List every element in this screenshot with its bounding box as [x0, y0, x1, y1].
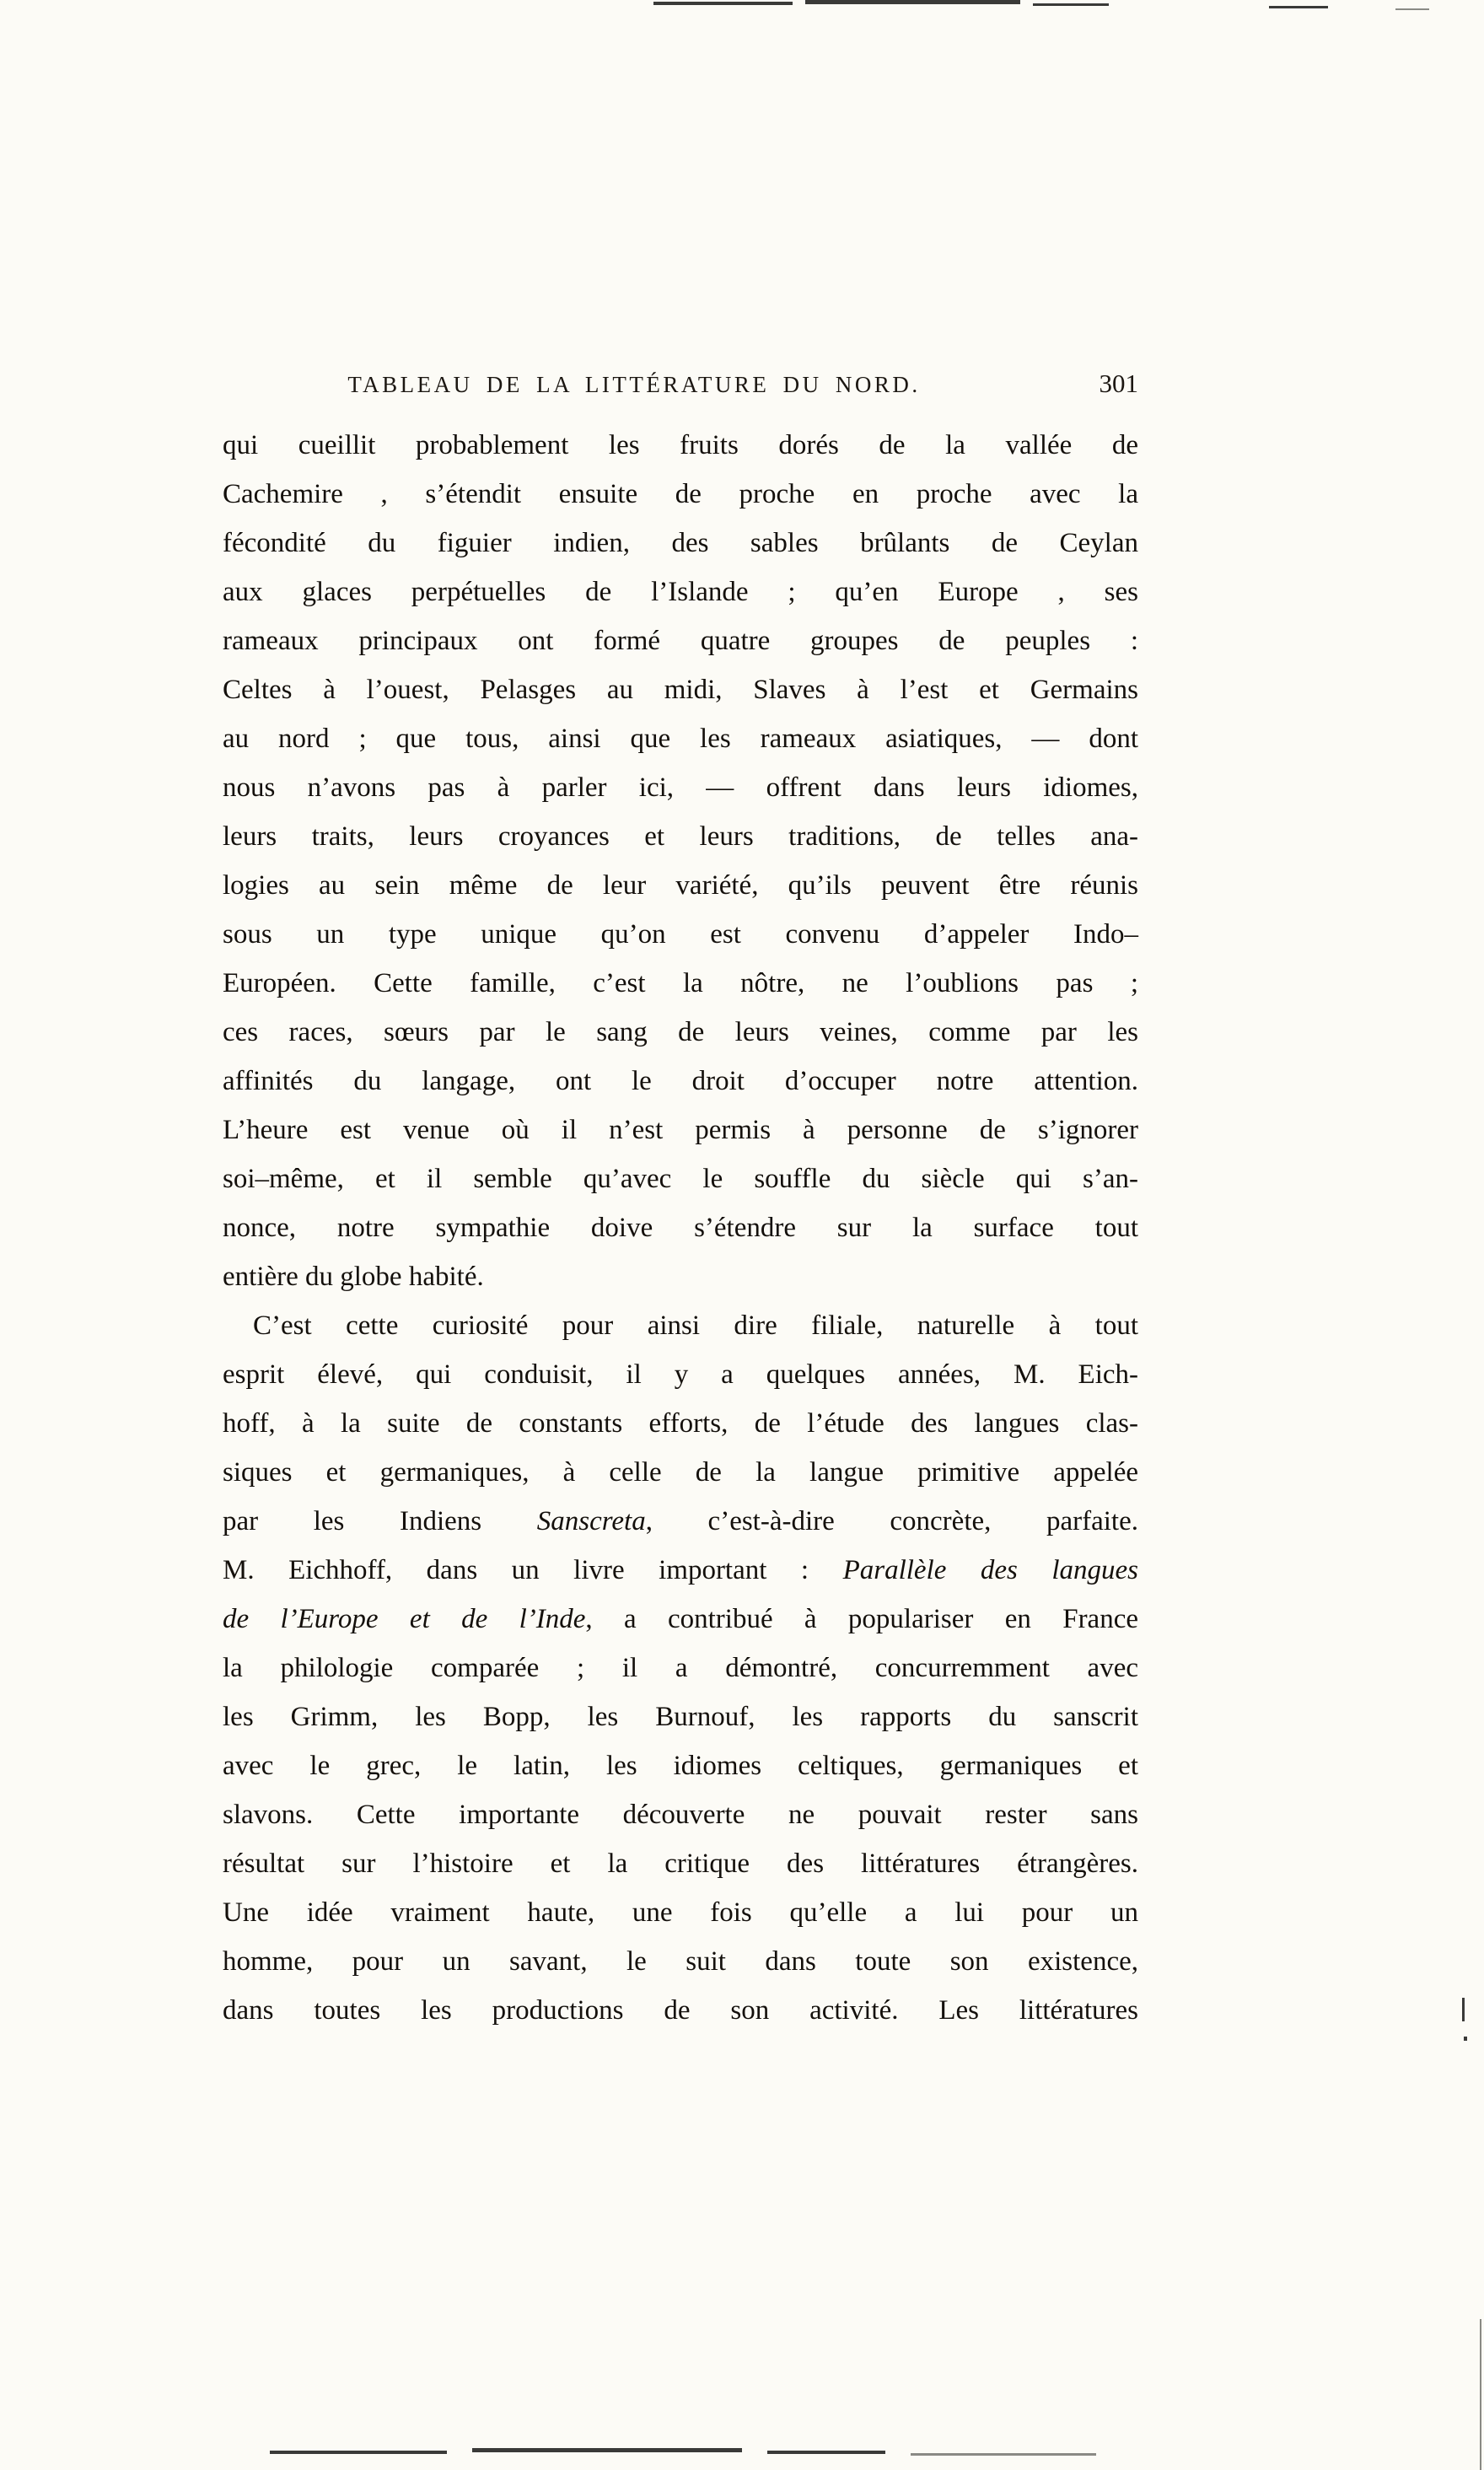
text-line [223, 665, 1138, 714]
text-line [223, 421, 1138, 470]
text-line [223, 1399, 1138, 1448]
text-segment: avec le grec, le latin, les idiomes celtiques, germaniques et [223, 1751, 1138, 1781]
text-line [223, 959, 1138, 1008]
text-line [223, 1692, 1138, 1741]
text-line [223, 1644, 1138, 1692]
text-line [223, 470, 1138, 519]
scan-artifact [1462, 1998, 1465, 2021]
text-line [223, 1350, 1138, 1399]
italic-text-segment: de l’Europe et de l’Inde [223, 1604, 586, 1634]
text-segment: M. Eichhoff, dans un livre important : [223, 1555, 843, 1585]
scan-artifact [805, 0, 1020, 4]
text-line [223, 812, 1138, 861]
text-line [223, 1008, 1138, 1057]
text-line [223, 568, 1138, 616]
scan-artifact [1464, 2037, 1467, 2041]
text-segment: Une idée vraiment haute, une fois qu’elle a lui pour un [223, 1897, 1138, 1928]
text-segment: homme, pour un savant, le suit dans toute son existence, [223, 1946, 1138, 1977]
text-segment: les Grimm, les Bopp, les Burnouf, les rapports du sanscrit [223, 1702, 1138, 1732]
text-line [223, 1741, 1138, 1790]
scan-artifact [472, 2448, 742, 2452]
text-segment: hoff, à la suite de constants efforts, de l’étude des langues clas- [223, 1408, 1138, 1439]
text-line [223, 910, 1138, 959]
text-segment: par les Indiens [223, 1506, 537, 1536]
text-line [223, 1888, 1138, 1937]
text-line [223, 1154, 1138, 1203]
text-line [223, 1106, 1138, 1154]
text-line [223, 763, 1138, 812]
text-line [223, 616, 1138, 665]
text-segment: , c’est-à-dire concrète, parfaite. [645, 1506, 1138, 1536]
text-segment: nous n’avons pas à parler ici, — offrent dans leurs idiomes, [223, 772, 1138, 803]
text-line [223, 1252, 1138, 1301]
text-segment: dans toutes les productions de son activité. Les littératures [223, 1995, 1138, 2026]
text-segment: affinités du langage, ont le droit d’occuper notre attention. [223, 1066, 1138, 1096]
text-line [223, 1839, 1138, 1888]
text-line [223, 1986, 1138, 2035]
text-line [223, 1301, 1138, 1350]
text-line [223, 1448, 1138, 1497]
text-segment: L’heure est venue où il n’est permis à personne de s’ignorer [223, 1115, 1138, 1145]
text-segment: Cachemire , s’étendit ensuite de proche en proche avec la [223, 479, 1138, 509]
text-segment: qui cueillit probablement les fruits dorés de la vallée de [223, 430, 1138, 460]
text-line [223, 1790, 1138, 1839]
text-segment: nonce, notre sympathie doive s’étendre sur la surface tout [223, 1213, 1138, 1243]
text-segment: siques et germaniques, à celle de la langue primitive appelée [223, 1457, 1138, 1488]
text-segment: aux glaces perpétuelles de l’Islande ; qu’en Europe , ses [223, 577, 1138, 607]
scan-artifact [1395, 8, 1429, 10]
text-line [223, 1203, 1138, 1252]
scan-artifact [1033, 3, 1109, 6]
text-segment: ces races, sœurs par le sang de leurs veines, comme par les [223, 1017, 1138, 1047]
text-line [223, 1057, 1138, 1106]
text-segment: entière du globe habité. [223, 1262, 484, 1292]
text-line [223, 861, 1138, 910]
text-segment: leurs traits, leurs croyances et leurs traditions, de telles ana- [223, 821, 1138, 852]
text-segment: sous un type unique qu’on est convenu d’appeler Indo– [223, 919, 1138, 950]
text-segment: la philologie comparée ; il a démontré, concurremment avec [223, 1653, 1138, 1683]
scan-artifact [270, 2451, 447, 2454]
text-line [223, 714, 1138, 763]
page-number: 301 [1099, 369, 1138, 398]
scan-artifact [1269, 6, 1328, 8]
scan-artifact [911, 2453, 1096, 2456]
paragraph [223, 1301, 1138, 2035]
text-segment: rameaux principaux ont formé quatre groupes de peuples : [223, 626, 1138, 656]
text-line [223, 1595, 1138, 1644]
text-line [223, 1497, 1138, 1546]
text-segment: Européen. Cette famille, c’est la nôtre, ne l’oublions pas ; [223, 968, 1138, 998]
text-segment: slavons. Cette importante découverte ne pouvait rester sans [223, 1800, 1138, 1830]
text-segment: fécondité du figuier indien, des sables brûlants de Ceylan [223, 528, 1138, 558]
italic-text-segment: Sanscreta [536, 1506, 646, 1536]
text-line [223, 1546, 1138, 1595]
text-segment: Celtes à l’ouest, Pelasges au midi, Slaves à l’est et Germains [223, 675, 1138, 705]
scan-artifact [767, 2451, 885, 2454]
running-header-title: TABLEAU DE LA LITTÉRATURE DU NORD. [347, 372, 921, 397]
running-header [223, 369, 1138, 407]
page-body [223, 421, 1138, 2035]
text-segment: soi–même, et il semble qu’avec le souffle du siècle qui s’an- [223, 1164, 1138, 1194]
text-segment: esprit élevé, qui conduisit, il y a quelques années, M. Eich- [223, 1359, 1138, 1390]
italic-text-segment: Parallèle des langues [842, 1555, 1139, 1585]
text-segment: , a contribué à populariser en France [585, 1604, 1139, 1634]
scan-artifact [653, 2, 793, 5]
text-segment: résultat sur l’histoire et la critique des littératures étrangères. [223, 1848, 1138, 1879]
text-line [223, 519, 1138, 568]
text-segment: C’est cette curiosité pour ainsi dire filiale, naturelle à tout [253, 1310, 1138, 1341]
paragraph [223, 421, 1138, 1301]
scan-artifact [1480, 2319, 1481, 2470]
text-line [223, 1937, 1138, 1986]
text-segment: au nord ; que tous, ainsi que les rameaux asiatiques, — dont [223, 724, 1138, 754]
text-segment: logies au sein même de leur variété, qu’ils peuvent être réunis [223, 870, 1138, 901]
